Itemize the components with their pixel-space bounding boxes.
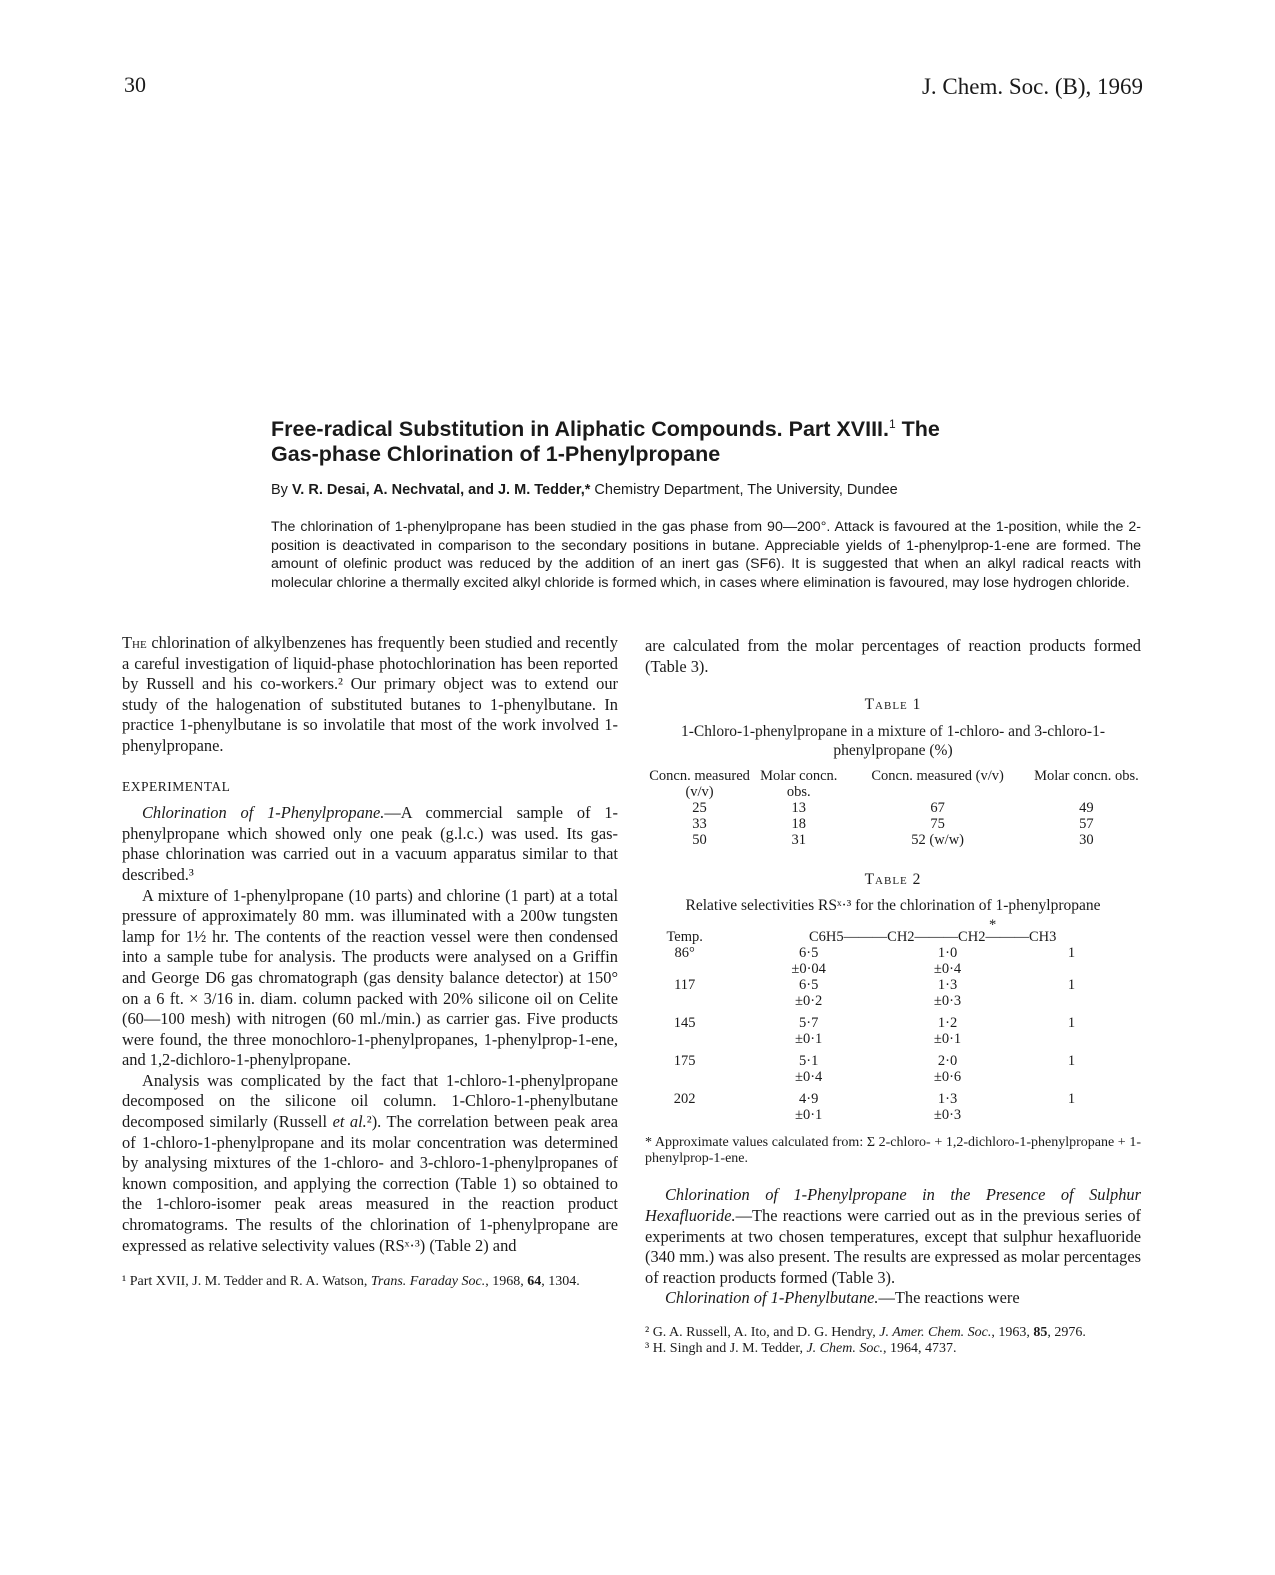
article-title bbox=[271, 412, 1141, 467]
value: 1·3 bbox=[937, 1091, 958, 1108]
intro-paragraph bbox=[122, 633, 618, 757]
table-2-note: * Approximate values calculated from: Σ 2-chloro- + 1,2-dichloro-1-phenylpropane + 1-phenylprop-1-ene. bbox=[645, 1135, 1141, 1167]
sf6-paragraph bbox=[645, 1185, 1141, 1288]
table-cell: 50 bbox=[692, 831, 707, 848]
table-cell: 67 bbox=[930, 799, 945, 816]
table-2-label: Table 2 bbox=[864, 870, 922, 888]
page-number: 30 bbox=[124, 72, 146, 97]
value: 5·7 bbox=[799, 1015, 819, 1032]
footnote-3-b: , 1964, 4737. bbox=[883, 1340, 957, 1356]
table-cell: 75 bbox=[930, 815, 945, 832]
para-title-chlorination: Chlorination of 1-Phenylpropane. bbox=[142, 803, 385, 823]
table-cell: 30 bbox=[1079, 831, 1094, 848]
table-cell bbox=[724, 1015, 893, 1053]
sf6-text: —The reactions were carried out as in the previous series of experiments at two chosen temperatures, except that sulphur hexafluoride (340 mm.) was also present. The results are expressed as molar percentages of reaction products formed (Table 3). bbox=[645, 1205, 1141, 1287]
error: ±0·6 bbox=[933, 1069, 962, 1086]
table-cell bbox=[724, 1053, 893, 1091]
table-cell-temp: 145 bbox=[673, 1015, 696, 1032]
table-1-header-row bbox=[645, 768, 1141, 800]
table-cell bbox=[893, 945, 1002, 977]
table-cell bbox=[724, 945, 893, 977]
table-cell-temp: 117 bbox=[674, 977, 696, 994]
value: 1·3 bbox=[937, 977, 958, 994]
footnote-1 bbox=[122, 1274, 618, 1290]
para-3-text-a: Analysis was complicated by the fact that 1-chloro-1-phenylpropane decomposed on the silicone oil column. 1-Chloro-1-phenylbutane decomposed similarly (Russell bbox=[122, 1070, 618, 1132]
footnote-2-a: ² G. A. Russell, A. Ito, and D. G. Hendry, bbox=[645, 1324, 880, 1340]
phenylbutane-paragraph bbox=[645, 1288, 1141, 1309]
footnote-2-vol: 85 bbox=[1033, 1324, 1048, 1340]
table-cell-temp: 175 bbox=[673, 1053, 696, 1070]
para-3-text-b: ²). The correlation between peak area of 1-chloro-1-phenylpropane and its molar concentration was determined by analysing mixtures of the 1-chloro- and 3-chloro-1-phenylpropanes of known composition, and applying the correction (Table 1) so obtained to the 1-chloro-isomer peak areas measured in the reaction product chromatograms. The results of the chlorination of 1-phenylpropane are expressed as relative selectivity values (RSˣ·³) (Table 2) and bbox=[122, 1112, 618, 1255]
footnote-1-vol: 64 bbox=[527, 1274, 542, 1290]
error: ±0·1 bbox=[795, 1031, 823, 1048]
table-1-header: Molar concn. obs. bbox=[1034, 767, 1139, 784]
value: 2·0 bbox=[937, 1053, 958, 1070]
title-line-2: Gas-phase Chlorination of 1-Phenylpropane bbox=[271, 442, 721, 467]
table-1-header: Molar concn. obs. bbox=[760, 767, 838, 800]
table-2-header-formula bbox=[724, 917, 1141, 946]
table-cell: 33 bbox=[692, 815, 707, 832]
error: ±0·2 bbox=[795, 993, 823, 1010]
author-by: By bbox=[271, 482, 292, 498]
table-cell: 31 bbox=[791, 831, 806, 848]
table-row bbox=[645, 1015, 1141, 1053]
value: 6·5 bbox=[799, 977, 819, 994]
author-line bbox=[271, 482, 1141, 498]
para-title-sf6: Chlorination of 1-Phenylpropane in the Presence of Sulphur Hexafluoride. bbox=[645, 1185, 1141, 1225]
title-line-1b: The bbox=[895, 417, 940, 442]
section-heading-experimental: EXPERIMENTAL bbox=[122, 778, 231, 794]
table-cell bbox=[724, 1091, 893, 1129]
title-line-1: Free-radical Substitution in Aliphatic Compounds. Part XVIII. bbox=[271, 417, 889, 442]
table-2 bbox=[645, 917, 1141, 1129]
value: 6·5 bbox=[799, 945, 819, 962]
author-names: V. R. Desai, A. Nechvatal, and J. M. Tedder,* bbox=[291, 482, 591, 498]
table-cell-temp: 202 bbox=[673, 1091, 696, 1108]
table-2-formula: C6H5———CH2———CH2———CH3 bbox=[809, 929, 1057, 946]
para-1-text: —A commercial sample of 1-phenylpropane which showed only one peak (g.l.c.) was used. Its gas-phase chlorination was carried out in a vacuum apparatus similar to that described.³ bbox=[122, 803, 618, 884]
footnote-1-c: , 1304. bbox=[541, 1274, 580, 1290]
author-affiliation: Chemistry Department, The University, Dundee bbox=[590, 482, 898, 498]
experimental-paragraph-2: A mixture of 1-phenylpropane (10 parts) and chlorine (1 part) at a total pressure of approximately 80 mm. was illuminated with a 200w tungsten lamp for 1½ hr. The contents of the reaction vessel were then condensed into a sample tube for analysis. The products were analysed on a Griffin and George D6 gas chromatograph (gas density balance detector) at 150° on a 6 ft. × 3/16 in. diam. column packed with 20% silicone oil on Celite (60—100 mesh) with nitrogen (60 ml./min.) as carrier gas. Five products were found, the three monochloro-1-phenylpropanes, 1-phenylprop-1-ene, and 1,2-dichloro-1-phenylpropane. bbox=[122, 885, 618, 1070]
right-column bbox=[645, 636, 1141, 1357]
table-row bbox=[645, 945, 1141, 977]
table-cell: 49 bbox=[1079, 799, 1094, 816]
footnote-2 bbox=[645, 1325, 1141, 1341]
table-cell bbox=[893, 1091, 1002, 1129]
error: ±0·4 bbox=[933, 961, 962, 978]
intro-text: chlorination of alkylbenzenes has frequently been studied and recently a careful investigation of liquid-phase photochlorination has been reported by Russell and his co-workers.² Our primary object was to extend our study of the halogenation of substituted butanes to 1-phenylbutane. In practice 1-phenylbutane is so involatile that most of the work involved 1-phenylpropane. bbox=[122, 633, 618, 755]
footnote-3 bbox=[645, 1341, 1141, 1357]
footnote-3-journal: J. Chem. Soc. bbox=[806, 1340, 884, 1356]
error: ±0·04 bbox=[791, 961, 826, 978]
table-cell bbox=[893, 1015, 1002, 1053]
error: ±0·1 bbox=[933, 1031, 962, 1048]
footnote-2-b: , 1963, bbox=[991, 1324, 1034, 1340]
table-cell: 1 bbox=[1067, 1015, 1076, 1032]
table-cell: 13 bbox=[791, 799, 806, 816]
table-2-star: * bbox=[989, 917, 997, 934]
left-column bbox=[122, 633, 618, 1290]
table-row bbox=[645, 977, 1141, 1015]
phenylbutane-text: —The reactions were bbox=[878, 1288, 1020, 1308]
table-cell-temp: 86° bbox=[674, 945, 695, 962]
experimental-paragraph-1 bbox=[122, 803, 618, 885]
experimental-paragraph-3 bbox=[122, 1071, 618, 1256]
table-2-caption: Relative selectivities RSˣ·³ for the chlorination of 1-phenylpropane bbox=[685, 897, 1101, 915]
table-row bbox=[645, 1091, 1141, 1129]
table-row bbox=[645, 832, 1141, 848]
table-1-label: Table 1 bbox=[864, 696, 922, 714]
table-cell: 1 bbox=[1067, 945, 1076, 962]
error: ±0·3 bbox=[933, 1107, 962, 1124]
footnote-2-journal: J. Amer. Chem. Soc. bbox=[879, 1324, 992, 1340]
table-row bbox=[645, 1053, 1141, 1091]
table-cell: 1 bbox=[1067, 1091, 1076, 1108]
error: ±0·1 bbox=[795, 1107, 823, 1124]
value: 4·9 bbox=[799, 1091, 819, 1108]
para-title-phenylbutane: Chlorination of 1-Phenylbutane. bbox=[665, 1288, 879, 1308]
table-cell: 57 bbox=[1079, 815, 1094, 832]
para-3-etal: et al. bbox=[332, 1112, 367, 1132]
journal-citation: J. Chem. Soc. (B), 1969 bbox=[921, 74, 1143, 99]
table-row bbox=[645, 816, 1141, 832]
value: 1·0 bbox=[937, 945, 958, 962]
table-cell bbox=[893, 1053, 1002, 1091]
title-ref: 1 bbox=[889, 417, 896, 431]
intro-lead: The bbox=[122, 633, 147, 652]
footnote-1-a: ¹ Part XVII, J. M. Tedder and R. A. Watson, bbox=[122, 1274, 371, 1290]
table-1 bbox=[645, 768, 1141, 848]
table-cell bbox=[893, 977, 1002, 1015]
table-2-header-temp: Temp. bbox=[666, 929, 703, 946]
abstract-text: The chlorination of 1-phenylpropane has been studied in the gas phase from 90—200°. Attack is favoured at the 1-position, while the 2-position is deactivated in comparison to the secondary positions in butane. Appreciable yields of 1-phenylprop-1-ene are formed. The amount of olefinic product was reduced by the addition of an inert gas (SF6). It is suggested that when an alkyl radical reacts with molecular chlorine a thermally excited alkyl chloride is formed which, in cases where elimination is favoured, may lose hydrogen chloride. bbox=[271, 519, 1141, 591]
abstract bbox=[271, 518, 1141, 592]
footnote-1-journal: Trans. Faraday Soc. bbox=[370, 1274, 486, 1290]
table-cell: 52 (w/w) bbox=[911, 831, 964, 848]
table-row bbox=[645, 800, 1141, 816]
value: 1·2 bbox=[937, 1015, 958, 1032]
table-1-header: Concn. measured (v/v) bbox=[649, 767, 750, 800]
footnote-1-b: , 1968, bbox=[485, 1274, 528, 1290]
value: 5·1 bbox=[799, 1053, 819, 1070]
error: ±0·4 bbox=[795, 1069, 823, 1086]
footnote-3-a: ³ H. Singh and J. M. Tedder, bbox=[645, 1340, 807, 1356]
table-cell: 25 bbox=[692, 799, 707, 816]
table-2-header-row bbox=[645, 921, 1141, 945]
table-cell: 1 bbox=[1067, 977, 1076, 994]
table-cell bbox=[724, 977, 893, 1015]
table-1-header: Concn. measured (v/v) bbox=[871, 767, 1004, 784]
continuation-paragraph: are calculated from the molar percentages of reaction products formed (Table 3). bbox=[645, 636, 1141, 676]
footnote-2-c: , 2976. bbox=[1047, 1324, 1086, 1340]
table-cell: 18 bbox=[791, 815, 806, 832]
error: ±0·3 bbox=[933, 993, 962, 1010]
table-cell: 1 bbox=[1067, 1053, 1076, 1070]
table-1-caption: 1-Chloro-1-phenylpropane in a mixture of 1-chloro- and 3-chloro-1-phenylpropane (%) bbox=[681, 722, 1105, 759]
